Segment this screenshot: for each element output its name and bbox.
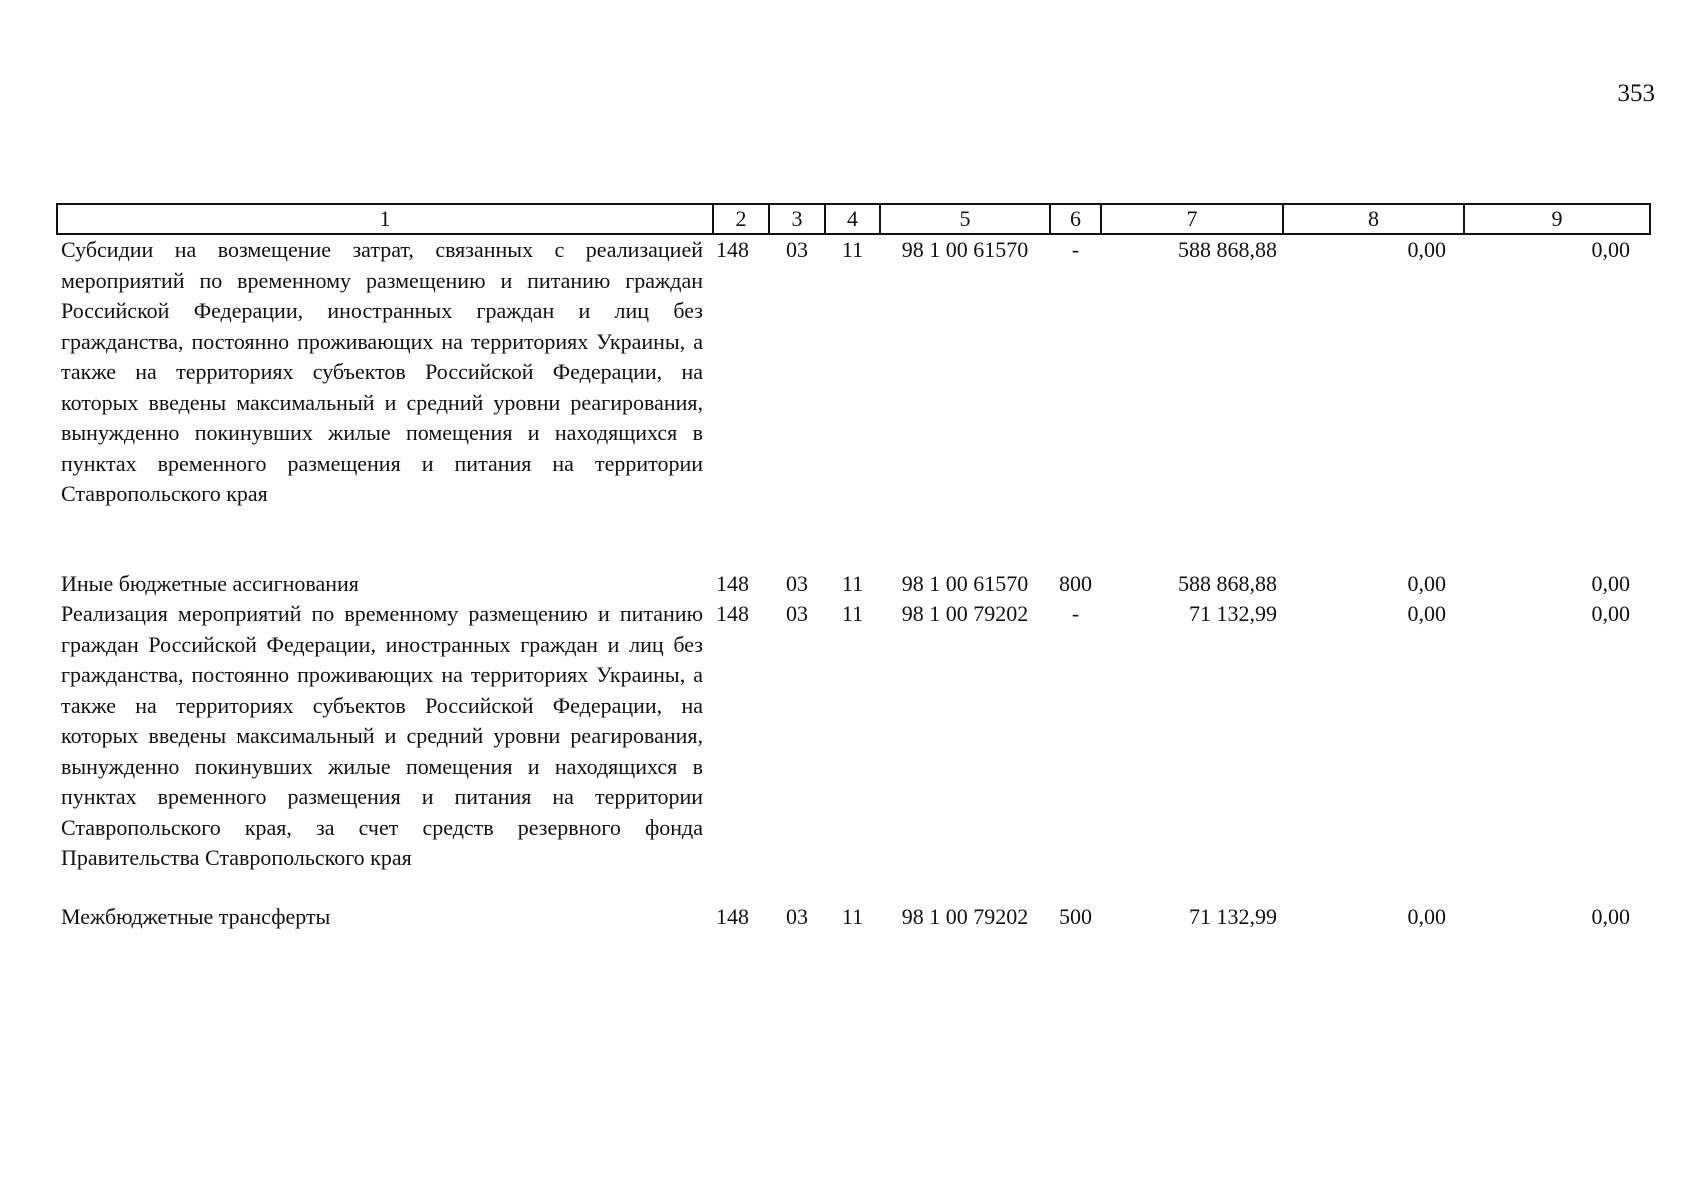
row-amount-9: 0,00: [1591, 601, 1630, 626]
row-code-4: 11: [841, 601, 864, 626]
row-code-5: 98 1 00 61570: [901, 237, 1029, 262]
row-code-6: -: [1071, 237, 1080, 262]
row-amount-7: 71 132,99: [1189, 601, 1277, 626]
row-amount-8: 0,00: [1407, 601, 1446, 626]
table-row: [57, 902, 1650, 933]
row-code-2: 148: [716, 601, 749, 626]
row-code-2: 148: [716, 903, 749, 929]
row-code-2: 148: [716, 570, 749, 596]
budget-table: [56, 203, 1651, 932]
row-amount-8: 0,00: [1407, 570, 1446, 596]
row-code-6: 500: [1059, 903, 1092, 929]
row-code-5: 98 1 00 79202: [901, 903, 1029, 929]
column-header-3: 3: [769, 204, 825, 234]
row-code-4: 11: [841, 237, 864, 262]
column-header-9: 9: [1464, 204, 1650, 234]
row-amount-7: 588 868,88: [1178, 237, 1277, 262]
row-amount-9: 0,00: [1591, 237, 1630, 262]
row-code-6: -: [1071, 601, 1080, 626]
row-code-2: 148: [716, 237, 749, 262]
row-name: Иные бюджетные ассигнования: [61, 570, 359, 596]
column-header-6: 6: [1050, 204, 1101, 234]
row-amount-7: 588 868,88: [1178, 570, 1277, 596]
row-name: Реализация мероприятий по временному размещению и питанию граждан Российской Федерации, иностранных граждан и лиц без гражданства, постоянно проживающих на территориях Украины, а также на территориях субъектов Российской Федерации, на которых введены максимальный и средний уровни реагирования, вынужденно покинувших жилые помещения и находящихся в пунктах временного размещения и питания на территории Ставропольского края, за счет средств резервного фонда Правительства Ставропольского края: [61, 601, 703, 870]
table-header: [57, 204, 1650, 234]
table-row: [57, 569, 1650, 600]
column-header-8: 8: [1283, 204, 1464, 234]
table-row: [57, 599, 1650, 902]
row-amount-7: 71 132,99: [1189, 903, 1277, 929]
row-code-5: 98 1 00 79202: [901, 601, 1029, 626]
row-code-3: 03: [786, 237, 808, 262]
column-header-5: 5: [880, 204, 1050, 234]
column-header-7: 7: [1101, 204, 1283, 234]
column-header-4: 4: [825, 204, 880, 234]
row-code-4: 11: [841, 903, 864, 929]
row-code-3: 03: [786, 570, 808, 596]
row-code-6: 800: [1059, 570, 1092, 596]
row-code-5: 98 1 00 61570: [901, 570, 1029, 596]
row-code-3: 03: [786, 903, 808, 929]
row-code-4: 11: [841, 570, 864, 596]
row-name: Межбюджетные трансферты: [61, 903, 331, 929]
column-header-1: 1: [57, 204, 713, 234]
row-amount-8: 0,00: [1407, 237, 1446, 262]
column-header-2: 2: [713, 204, 769, 234]
row-name: Субсидии на возмещение затрат, связанных с реализацией мероприятий по временному размещению и питанию граждан Российской Федерации, иностранных граждан и лиц без гражданства, постоянно проживающих на территориях Украины, а также на территориях субъектов Российской Федерации, на которых введены максимальный и средний уровни реагирования, вынужденно покинувших жилые помещения и находящихся в пунктах временного размещения и питания на территории Ставропольского края: [61, 237, 703, 506]
table-row: [57, 234, 1650, 569]
row-amount-8: 0,00: [1407, 903, 1446, 929]
page-number: 353: [1617, 80, 1655, 107]
row-code-3: 03: [786, 601, 808, 626]
row-amount-9: 0,00: [1591, 903, 1630, 929]
row-amount-9: 0,00: [1591, 570, 1630, 596]
